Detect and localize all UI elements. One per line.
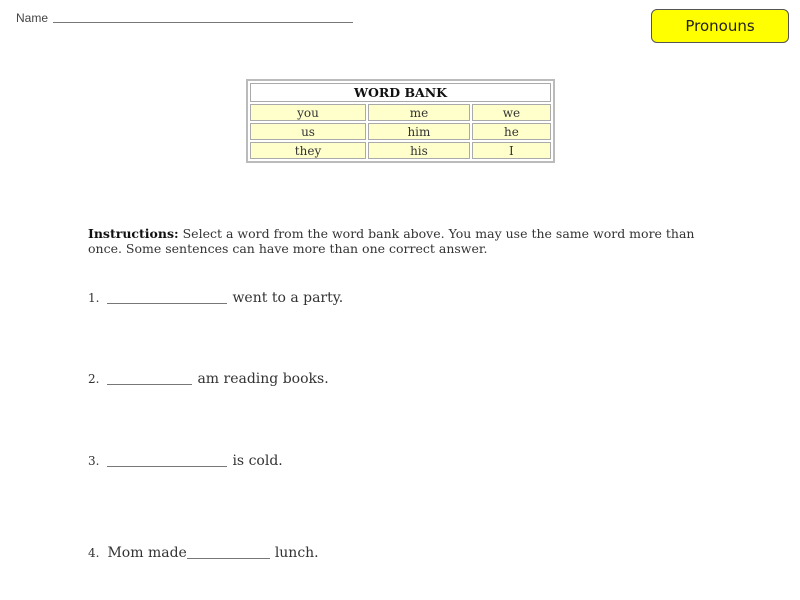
word-bank-row	[250, 104, 551, 121]
word-bank-row	[250, 142, 551, 159]
question-text-before: Mom made	[107, 545, 187, 561]
answer-blank[interactable]	[107, 384, 192, 385]
word-bank-cell: they	[250, 142, 366, 159]
word-bank-cell: you	[250, 104, 366, 121]
instructions-label: Instructions:	[88, 226, 179, 241]
worksheet-title-badge	[651, 9, 789, 43]
word-bank-table	[246, 79, 555, 163]
question-3	[88, 453, 283, 469]
question-number: 2.	[88, 372, 100, 386]
word-bank-row	[250, 123, 551, 140]
word-bank-cell: me	[368, 104, 470, 121]
question-number: 4.	[88, 546, 100, 560]
question-text: went to a party.	[232, 290, 344, 306]
name-label: Name	[16, 11, 49, 25]
word-bank-cell: his	[368, 142, 470, 159]
question-text: lunch.	[274, 545, 319, 561]
answer-blank[interactable]	[187, 558, 270, 559]
word-bank-cell: we	[472, 104, 551, 121]
question-text: am reading books.	[197, 371, 329, 387]
instructions-text: Select a word from the word bank above. You may use the same word more than once. Some sentences can have more than one correct answer.	[88, 226, 695, 256]
instructions	[88, 226, 728, 256]
answer-blank[interactable]	[107, 466, 227, 467]
question-number: 3.	[88, 454, 100, 468]
question-1	[88, 290, 343, 306]
question-4	[88, 545, 319, 561]
word-bank-title: WORD BANK	[250, 83, 551, 102]
word-bank-cell: us	[250, 123, 366, 140]
word-bank-cell: I	[472, 142, 551, 159]
answer-blank[interactable]	[107, 303, 227, 304]
worksheet-title: Pronouns	[685, 17, 755, 35]
word-bank-cell: he	[472, 123, 551, 140]
question-2	[88, 371, 329, 387]
question-text: is cold.	[232, 453, 283, 469]
question-number: 1.	[88, 291, 100, 305]
name-field-row	[16, 11, 353, 25]
word-bank-cell: him	[368, 123, 470, 140]
name-blank-line[interactable]	[53, 22, 353, 23]
